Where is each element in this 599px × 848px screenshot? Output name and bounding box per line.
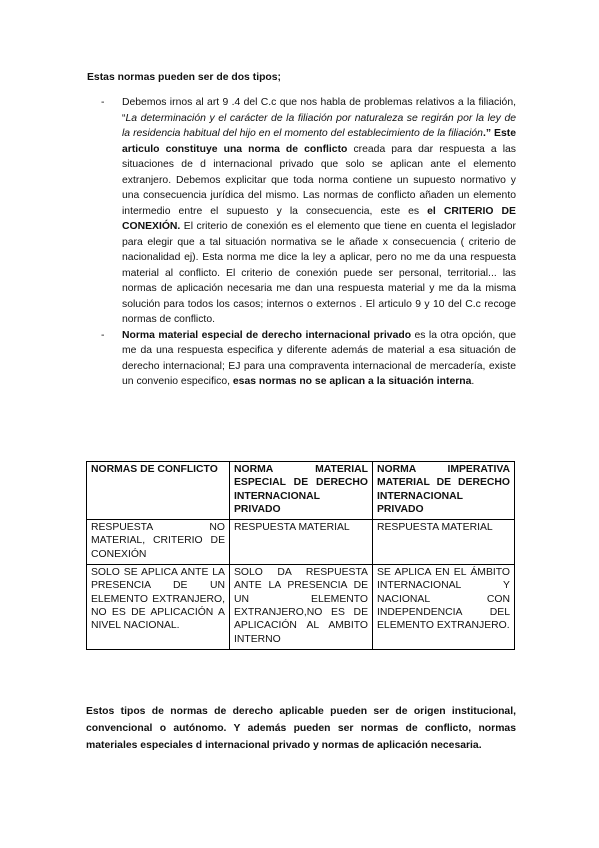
table-row: [87, 520, 515, 565]
table-cell: SOLO SE APLICA ANTE LA PRESENCIA DE UN ELEMENTO EXTRANJERO, NO ES DE APLICACIÓN A NIVEL NACIONAL.: [87, 565, 230, 650]
bullet-text: Debemos irnos al art 9 .4 del C.c que nos habla de problemas relativos a la filiación, “: [122, 97, 516, 124]
bold-text: esas normas no se aplican a la situación interna: [232, 376, 472, 387]
bold-text: el CRITERIO DE CONEXIÓN.: [122, 205, 516, 232]
article-quote: La determinación y el carácter de la filiación por naturaleza se regirán por la ley de la residencia habitual del hijo en el momento del establecimiento de la filiación: [122, 112, 516, 139]
table-cell: RESPUESTA MATERIAL: [230, 520, 373, 565]
bullet-list: [101, 95, 516, 390]
quote-close: .”: [482, 128, 495, 139]
comparison-table: [86, 461, 515, 650]
table-cell: SE APLICA EN EL ÁMBITO INTERNACIONAL Y NACIONAL CON INDEPENDENCIA DEL ELEMENTO EXTRANJERO.: [373, 565, 515, 650]
table-header-cell: NORMA MATERIAL ESPECIAL DE DERECHO INTERNACIONAL PRIVADO: [230, 462, 373, 520]
bullet-item-material-norms: [101, 328, 516, 390]
table-header-row: [87, 462, 515, 520]
bullet-marker: -: [101, 97, 105, 108]
bold-text: Este articulo constituye una norma de conflicto: [122, 128, 516, 155]
bullet-text: creada para dar respuesta a las situaciones de d internacional privado que solo se aplican ante el elemento extranjero. Debemos explicitar que toda norma contiene un supuesto normativo y una consecuencia jurídica del mismo. Las normas de conflicto añaden un elemento intermedio entre el supuesto y la consecuencia, este es: [122, 143, 516, 217]
bold-text: Norma material especial de derecho internacional privado: [122, 329, 412, 341]
bullet-item-conflict-norms: [101, 95, 516, 328]
table-cell: SOLO DA RESPUESTA ANTE LA PRESENCIA DE UN ELEMENTO EXTRANJERO,NO ES DE APLICACIÓN AL AMBITO INTERNO: [230, 565, 373, 650]
bullet-text: es la otra opción, que me da una respuesta especifica y diferente además de material a esa situación de derecho internacional; EJ para una compraventa internacional de mercadería, existe un convenio especifico,: [122, 329, 516, 387]
table-cell: RESPUESTA NO MATERIAL, CRITERIO DE CONEXIÓN: [87, 520, 230, 565]
bullet-text: .: [471, 376, 475, 387]
intro-heading: Estas normas pueden ser de dos tipos;: [87, 72, 282, 83]
table-header-cell: NORMA IMPERATIVA MATERIAL DE DERECHO INTERNACIONAL PRIVADO: [373, 462, 515, 520]
table-row: [87, 565, 515, 650]
closing-paragraph: Estos tipos de normas de derecho aplicable pueden ser de origen institucional, convencional o autónomo. Y además pueden ser normas de conflicto, normas materiales especiales d internacional privado y normas de aplicación necesaria.: [86, 706, 516, 751]
table-header-cell: NORMAS DE CONFLICTO: [87, 462, 230, 520]
bullet-marker: -: [101, 329, 105, 341]
table-cell: RESPUESTA MATERIAL: [373, 520, 515, 565]
bullet-text: El criterio de conexión es el elemento que tiene en cuenta el legislador para elegir que a tal situación normativa se le añade x consecuencia ( criterio de nacionalidad ej). Esta norma me dice la ley a aplicar, pero no me da una respuesta material al conflicto. El criterio de conexión puede ser personal, territorial... las normas de aplicación necesaria me dan una respuesta material y me da la misma solución para todos los casos; internos o externos . El articulo 9 y 10 del C.c recoge normas de conflicto.: [122, 221, 516, 325]
